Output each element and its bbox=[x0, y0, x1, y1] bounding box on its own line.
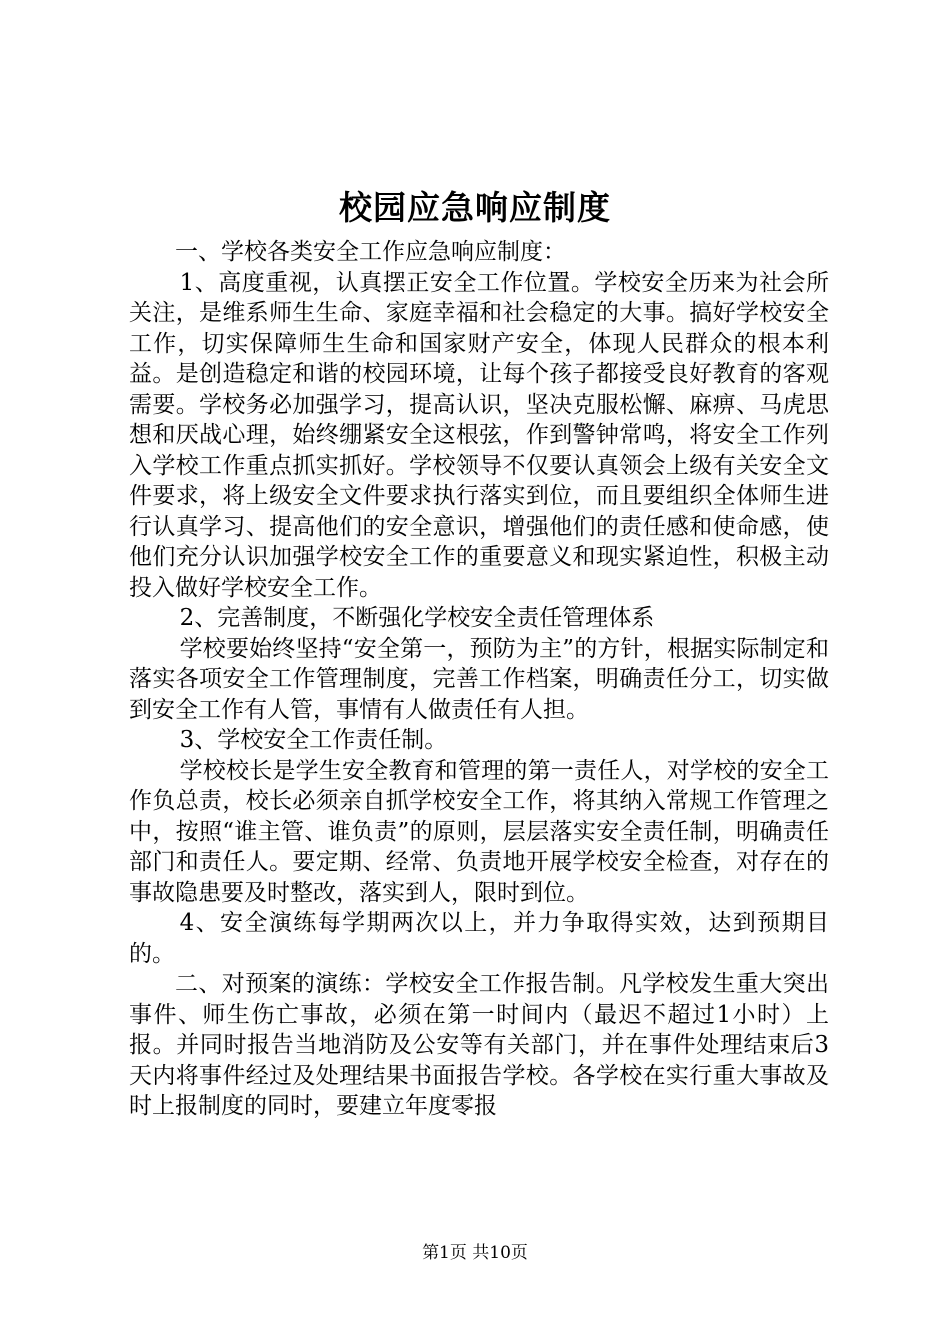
paragraph-item-1: 1、高度重视，认真摆正安全工作位置。学校安全历来为社会所关注，是维系师生生命、家庭幸福和社会稳定的大事。搞好学校安全工作，切实保障师生生命和国家财产安全，体现人民群众的根本利益。是创造稳定和谐的校园环境，让每个孩子都接受良好教育的客观需要。学校务必加强学习，提高认识，坚决克服松懈、麻痹、马虎思想和厌战心理，始终绷紧安全这根弦，作到警钟常鸣，将安全工作列入学校工作重点抓实抓好。学校领导不仅要认真领会上级有关安全文件要求，将上级安全文件要求执行落实到位，而且要组织全体师生进行认真学习、提高他们的安全意识，增强他们的责任感和使命感，使他们充分认识加强学校安全工作的重要意义和现实紧迫性，积极主动投入做好学校安全工作。 bbox=[129, 269, 829, 601]
paragraph-item-2-body: 学校要始终坚持“安全第一，预防为主”的方针，根据实际制定和落实各项安全工作管理制度，完善工作档案，明确责任分工，切实做到安全工作有人管，事情有人做责任有人担。 bbox=[129, 635, 829, 723]
section-heading-2: 二、对预案的演练：学校安全工作报告制。凡学校发生重大突出事件、师生伤亡事故，必须在第一时间内（最迟不超过1小时）上报。并同时报告当地消防及公安等有关部门，并在事件处理结束后3天内将事件经过及处理结果书面报告学校。各学校在实行重大事故及时上报制度的同时，要建立年度零报 bbox=[129, 971, 829, 1119]
document-body bbox=[129, 237, 829, 1122]
paragraph-item-4: 4、安全演练每学期两次以上，并力争取得实效，达到预期目的。 bbox=[129, 910, 829, 967]
paragraph-item-2-heading: 2、完善制度，不断强化学校安全责任管理体系 bbox=[179, 605, 655, 631]
paragraph-item-3-body: 学校校长是学生安全教育和管理的第一责任人，对学校的安全工作负总责，校长必须亲自抓学校安全工作，将其纳入常规工作管理之中，按照“谁主管、谁负责”的原则，层层落实安全责任制，明确责任部门和责任人。要定期、经常、负责地开展学校安全检查，对存在的事故隐患要及时整改，落实到人，限时到位。 bbox=[129, 757, 829, 906]
document-title: 校园应急响应制度 bbox=[339, 188, 611, 227]
section-heading-1: 一、学校各类安全工作应急响应制度： bbox=[175, 239, 566, 265]
paragraph-item-3-heading: 3、学校安全工作责任制。 bbox=[179, 727, 448, 753]
page-number-footer: 第1页 共10页 bbox=[422, 1243, 528, 1263]
